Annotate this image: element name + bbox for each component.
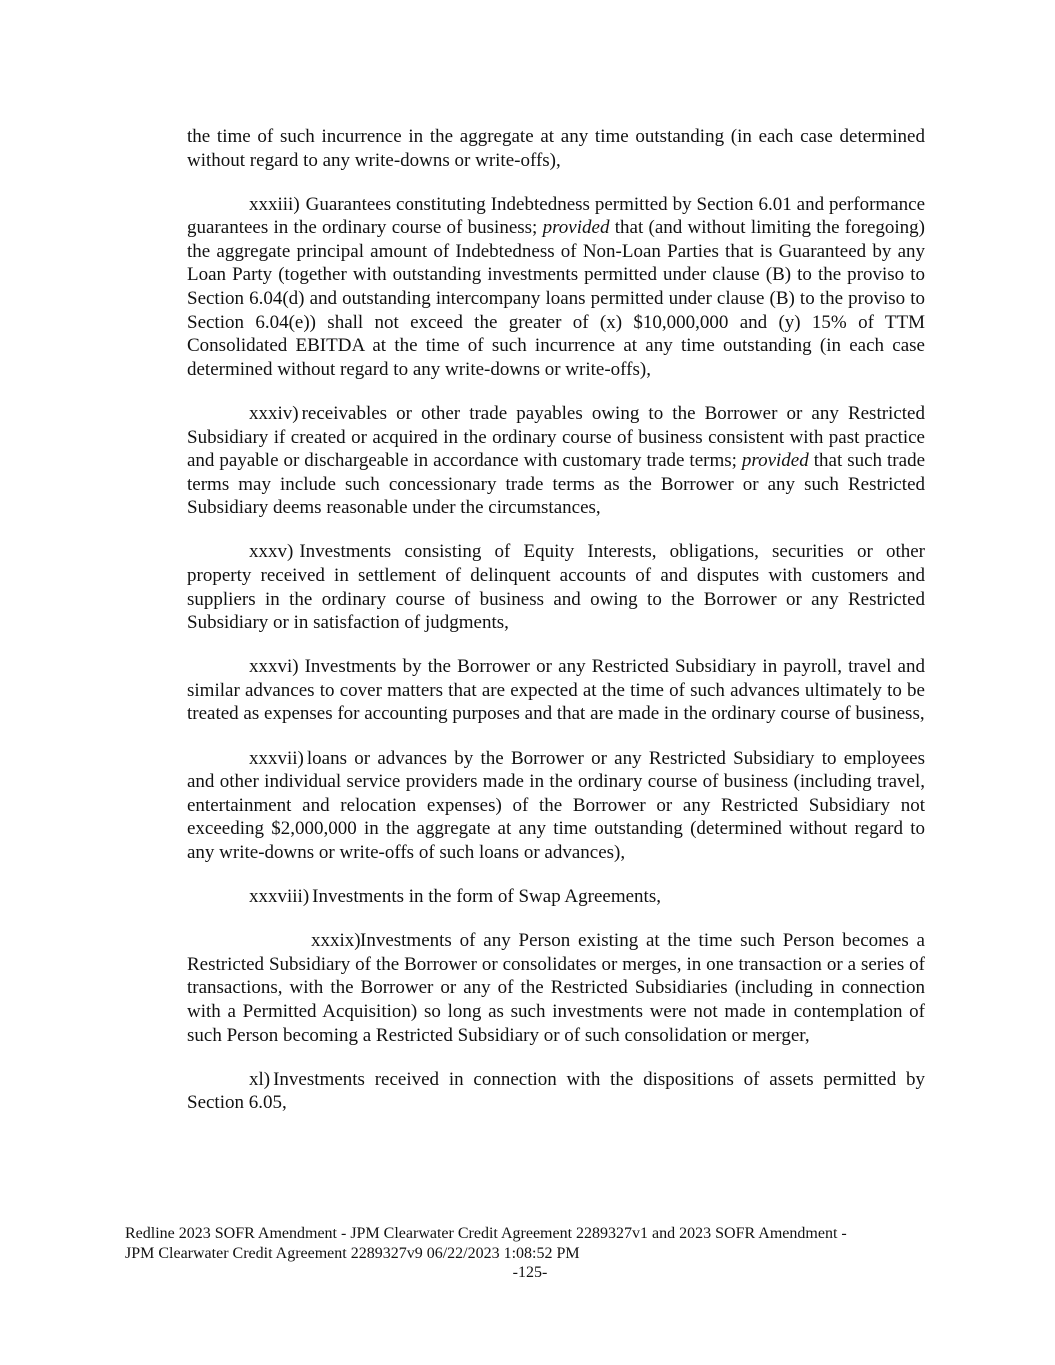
clause-number: xxxiv) [249, 402, 299, 424]
clause-number: xxxviii) [249, 886, 310, 908]
clause-number: xxxv) [249, 541, 294, 563]
clause-xl [187, 1068, 925, 1115]
intro-text: the time of such incurrence in the aggregate at any time outstanding (in each case determined without regard to any write-downs or write-offs), [187, 126, 925, 171]
clause-xxxiv [187, 402, 925, 520]
intro-paragraph [187, 125, 925, 172]
clause-number: xxxix) [311, 930, 361, 952]
clause-number: xxxiii) [249, 193, 300, 215]
clause-text: Investments received in connection with the dispositions of assets permitted by Section 6.05, [187, 1068, 925, 1114]
clause-number: xxxvii) [249, 747, 304, 769]
clause-text-cont: that (and without limiting the foregoing) the aggregate principal amount of Indebtedness of Non-Loan Parties that is Guaranteed by any Loan Party (together with outstanding investments permitted under clause (B) to the proviso to Section 6.04(d) and outstanding intercompany loans permitted under clause (B) to the proviso to Section 6.04(e)) shall not exceed the greater of (x) $10,000,000 and (y) 15% of TTM Consolidated EBITDA at the time of such incurrence at any time outstanding (in each case determined without regard to any write-downs or write-offs), [187, 217, 925, 380]
clause-text: loans or advances by the Borrower or any Restricted Subsidiary to employees and other individual service providers made in the ordinary course of business (including travel, entertainment and relocation expenses) of the Borrower or any Restricted Subsidiary not exceeding $2,000,000 in the aggregate at any time outstanding (determined without regard to any write-downs or write-offs of such loans or advances), [187, 747, 925, 863]
clause-xxxix [187, 929, 925, 1047]
clause-xxxvii [187, 747, 925, 865]
clause-xxxviii [187, 885, 925, 909]
clause-text: Investments of any Person existing at the time such Person becomes a Restricted Subsidiary of the Borrower or consolidates or merges, in one transaction or a series of transactions, with the Borrower or any of the Restricted Subsidiaries (including in connection with a Permitted Acquisition) so long as such investments were not made in contemplation of such Person becoming a Restricted Subsidiary or of such consolidation or merger, [187, 930, 925, 1046]
clause-text: Investments by the Borrower or any Restricted Subsidiary in payroll, travel and similar advances to cover matters that are expected at the time of such advances ultimately to be treated as expenses for accounting purposes and that are made in the ordinary course of business, [187, 656, 925, 725]
clause-text-cont: that such trade terms may include such concessionary trade terms as the Borrower or any such Restricted Subsidiary deems reasonable under the circumstances, [187, 450, 926, 519]
footer-line-1: Redline 2023 SOFR Amendment - JPM Clearwater Credit Agreement 2289327v1 and 2023 SOFR Amendment - [125, 1225, 847, 1242]
page-footer [125, 1224, 935, 1283]
clause-text: receivables or other trade payables owing to the Borrower or any Restricted Subsidiary if created or acquired in the ordinary course of business consistent with past practice and payable or dischargeable in accordance with customary trade terms; [187, 402, 925, 472]
clause-text: Guarantees constituting Indebtedness permitted by Section 6.01 and performance guarantees in the ordinary course of business; [187, 193, 925, 239]
footer-line-2: JPM Clearwater Credit Agreement 2289327v9 06/22/2023 1:08:52 PM [125, 1244, 580, 1262]
clause-xxxiii [187, 193, 925, 382]
clause-italic: provided [542, 217, 610, 239]
clause-text: Investments consisting of Equity Interests, obligations, securities or other property received in settlement of delinquent accounts of and disputes with customers and suppliers in the ordinary course of business and owing to the Borrower or any Restricted Subsidiary or in satisfaction of judgments, [187, 541, 925, 634]
clause-number: xxxvi) [249, 656, 299, 678]
clause-text: Investments in the form of Swap Agreements, [312, 886, 661, 908]
clause-xxxvi [187, 655, 925, 726]
clause-xxxv [187, 540, 925, 634]
document-body [187, 125, 925, 1135]
page-number: -125- [512, 1264, 548, 1281]
clause-number: xl) [249, 1068, 271, 1090]
clause-italic: provided [741, 450, 809, 472]
